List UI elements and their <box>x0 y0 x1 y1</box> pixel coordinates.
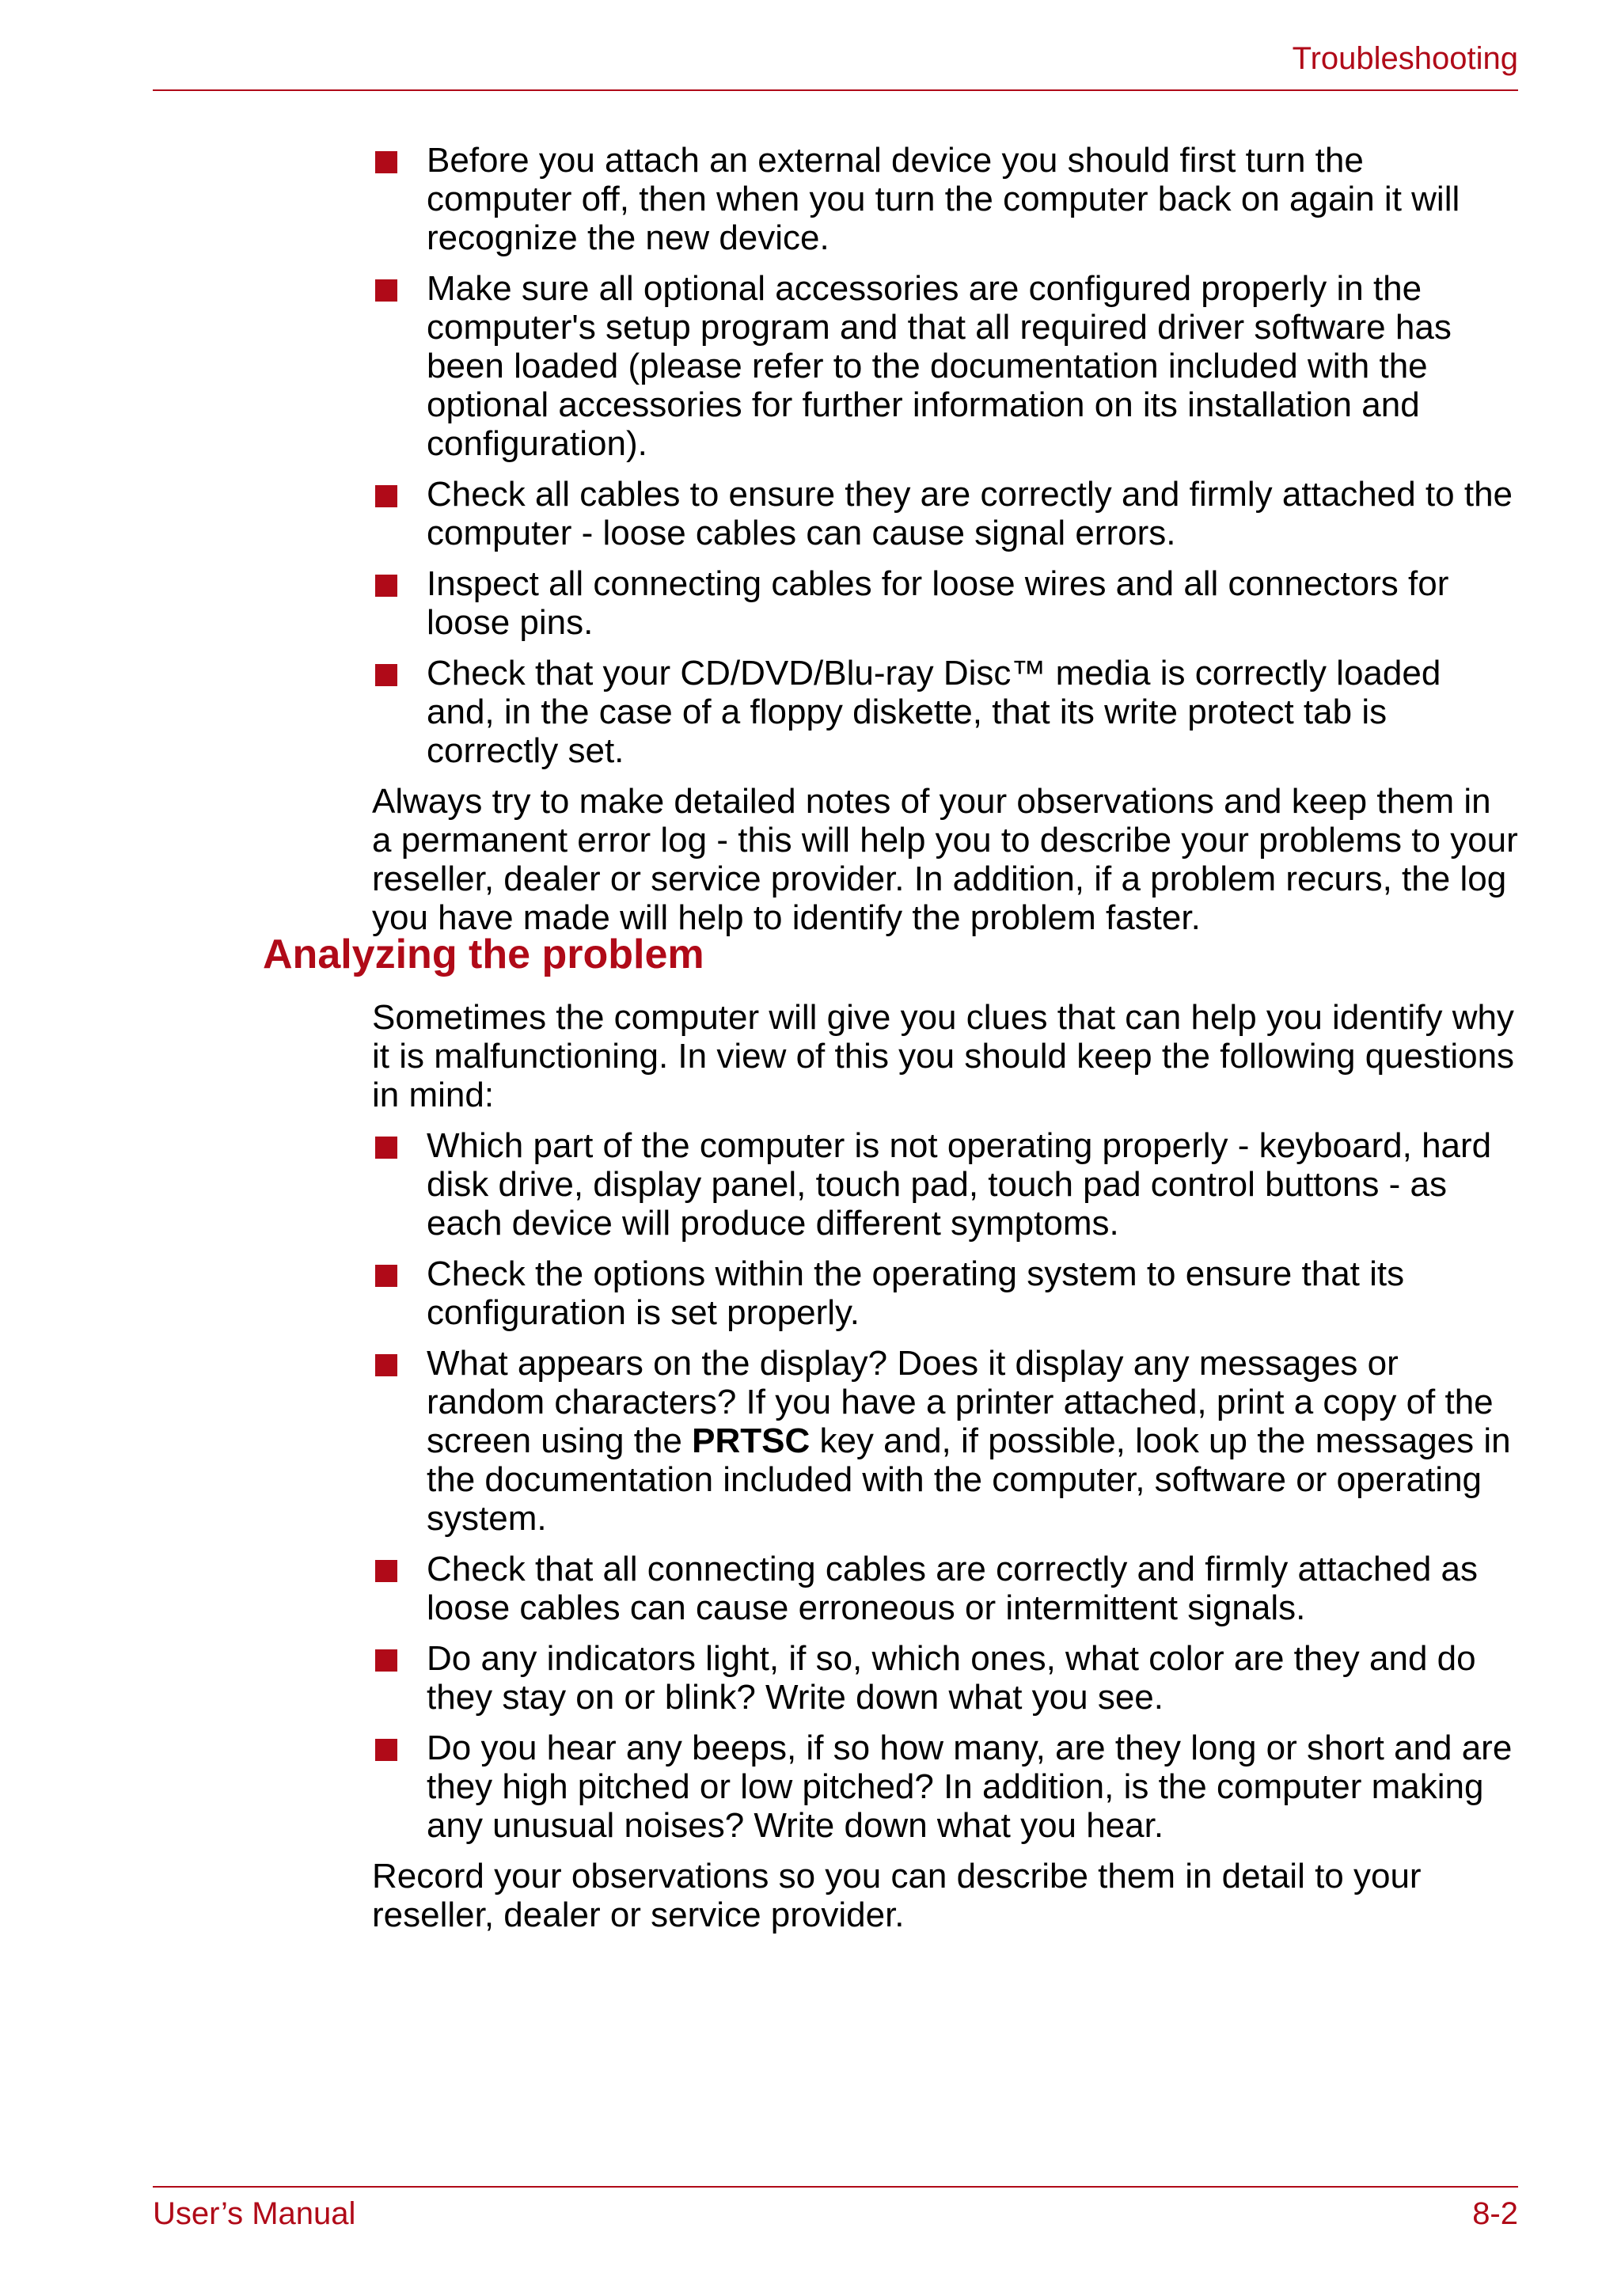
section-heading: Analyzing the problem <box>263 932 704 977</box>
bullet-square-icon <box>375 1137 397 1159</box>
list-item <box>372 1344 1518 1538</box>
intro-content <box>372 141 1518 949</box>
list-item-text: Do you hear any beeps, if so how many, are they long or short and are they high pitched or low pitched? In addition, is the computer making any unusual noises? Write down what you hear. <box>427 1729 1513 1845</box>
list-item-text: Inspect all connecting cables for loose wires and all connectors for loose pins. <box>427 564 1449 642</box>
footer-manual-title: User’s Manual <box>153 2196 356 2231</box>
bullet-square-icon <box>375 151 397 173</box>
list-item <box>372 564 1518 642</box>
list-item-text: Check that all connecting cables are correctly and firmly attached as loose cables can cause erroneous or intermittent signals. <box>427 1550 1478 1627</box>
header-section-title: Troubleshooting <box>1292 41 1518 76</box>
section-intro: Sometimes the computer will give you clues that can help you identify why it is malfunctioning. In view of this you should keep the following questions in mind: <box>372 998 1515 1114</box>
section-bullet-list <box>372 1126 1518 1845</box>
page-number: 8-2 <box>1472 2196 1518 2231</box>
list-item <box>372 1126 1518 1243</box>
bullet-square-icon <box>375 1649 397 1672</box>
bullet-square-icon <box>375 664 397 686</box>
bullet-square-icon <box>375 1739 397 1761</box>
list-item-text-after: key and, if possible, look up the messages in the documentation included with the computer, software or operating system. <box>427 1421 1511 1538</box>
section-closing: Record your observations so you can describe them in detail to your reseller, dealer or service provider. <box>372 1857 1422 1934</box>
section-content <box>372 998 1518 1946</box>
list-item-text: Check all cables to ensure they are correctly and firmly attached to the computer - loose cables can cause signal errors. <box>427 475 1513 552</box>
bullet-square-icon <box>375 1560 397 1582</box>
list-item <box>372 475 1518 552</box>
list-item-text: Check the options within the operating system to ensure that its configuration is set properly. <box>427 1254 1405 1332</box>
intro-bullet-list <box>372 141 1518 770</box>
bullet-square-icon <box>375 279 397 302</box>
list-item-text: Do any indicators light, if so, which ones, what color are they and do they stay on or blink? Write down what you see. <box>427 1639 1476 1717</box>
prtsc-key-label: PRTSC <box>692 1421 810 1460</box>
footer-rule <box>153 2186 1518 2188</box>
list-item-text-before: What appears on the display? Does it display any messages or random characters? If you have a printer attached, print a copy of the screen using the <box>427 1344 1494 1460</box>
bullet-square-icon <box>375 485 397 507</box>
list-item <box>372 1550 1518 1627</box>
list-item <box>372 269 1518 463</box>
bullet-square-icon <box>375 1354 397 1376</box>
list-item-text: Check that your CD/DVD/Blu-ray Disc™ media is correctly loaded and, in the case of a floppy diskette, that its write protect tab is correctly set. <box>427 654 1441 770</box>
list-item <box>372 1729 1518 1845</box>
header-rule <box>153 89 1518 91</box>
list-item <box>372 1254 1518 1332</box>
list-item-text: Which part of the computer is not operating properly - keyboard, hard disk drive, display panel, touch pad, touch pad control buttons - as each device will produce different symptoms. <box>427 1126 1492 1243</box>
bullet-square-icon <box>375 1265 397 1287</box>
list-item-text: Before you attach an external device you should first turn the computer off, then when you turn the computer back on again it will recognize the new device. <box>427 141 1460 257</box>
list-item <box>372 1639 1518 1717</box>
list-item <box>372 141 1518 257</box>
list-item-text: Make sure all optional accessories are configured properly in the computer's setup program and that all required driver software has been loaded (please refer to the documentation included with the optional accessories for further information on its installation and configuration). <box>427 269 1452 463</box>
list-item <box>372 654 1518 770</box>
bullet-square-icon <box>375 575 397 597</box>
intro-paragraph: Always try to make detailed notes of your observations and keep them in a permanent error log - this will help you to describe your problems to your reseller, dealer or service provider. In addition, if a problem recurs, the log you have made will help to identify the problem faster. <box>372 782 1518 937</box>
